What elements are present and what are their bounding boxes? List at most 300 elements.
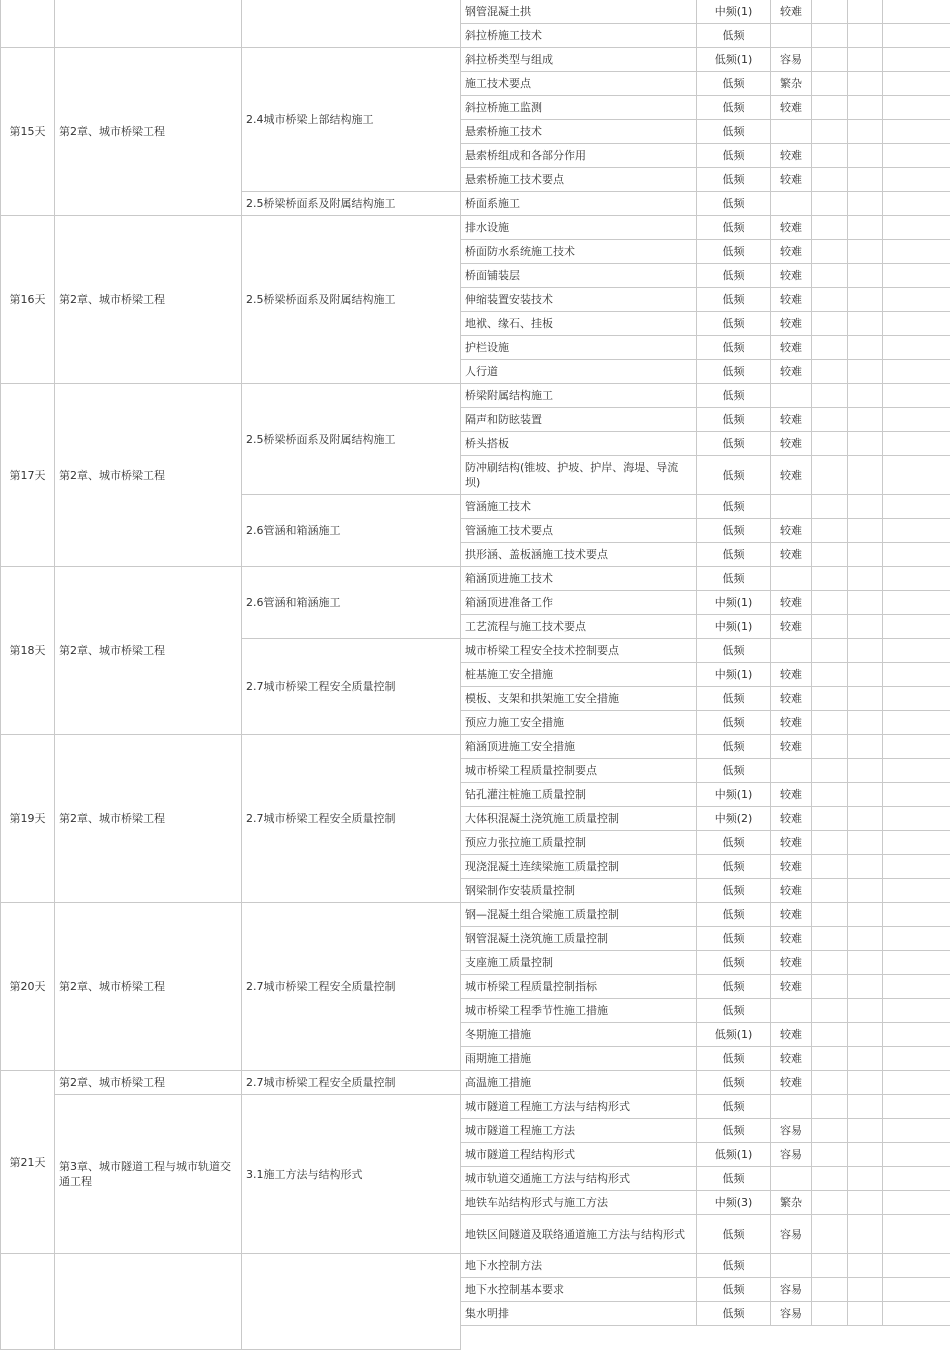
checkbox-cell <box>812 759 848 783</box>
frequency-cell: 低频(1) <box>697 1143 771 1167</box>
checkbox-cell <box>812 384 848 408</box>
chapter-cell <box>55 1254 242 1350</box>
frequency-cell: 低频 <box>697 1302 771 1326</box>
frequency-cell: 低频 <box>697 72 771 96</box>
frequency-cell: 低频 <box>697 855 771 879</box>
topic-cell: 桥面系施工 <box>461 192 697 216</box>
frequency-cell: 低频 <box>697 687 771 711</box>
difficulty-cell: 较难 <box>771 336 812 360</box>
chapter-cell <box>55 0 242 48</box>
table-row <box>1 1254 950 1278</box>
checkbox-cell <box>812 72 848 96</box>
checkbox-cell <box>848 432 883 456</box>
difficulty-cell: 较难 <box>771 831 812 855</box>
notes-cell <box>883 456 950 495</box>
checkbox-cell <box>848 192 883 216</box>
difficulty-cell: 较难 <box>771 240 812 264</box>
notes-cell <box>883 495 950 519</box>
difficulty-cell: 较难 <box>771 0 812 24</box>
notes-cell <box>883 168 950 192</box>
topic-cell: 地袱、缘石、挂板 <box>461 312 697 336</box>
topic-cell: 悬索桥施工技术要点 <box>461 168 697 192</box>
topic-cell: 城市桥梁工程季节性施工措施 <box>461 999 697 1023</box>
topic-cell: 桥头搭板 <box>461 432 697 456</box>
checkbox-cell <box>848 144 883 168</box>
difficulty-cell: 较难 <box>771 903 812 927</box>
day-cell <box>1 1254 55 1350</box>
frequency-cell: 低频 <box>697 999 771 1023</box>
topic-cell: 箱涵顶进准备工作 <box>461 591 697 615</box>
difficulty-cell: 较难 <box>771 855 812 879</box>
checkbox-cell <box>812 783 848 807</box>
difficulty-cell: 较难 <box>771 288 812 312</box>
notes-cell <box>883 1215 950 1254</box>
topic-cell: 地下水控制方法 <box>461 1254 697 1278</box>
difficulty-cell: 容易 <box>771 1119 812 1143</box>
difficulty-cell <box>771 1254 812 1278</box>
topic-cell: 高温施工措施 <box>461 1071 697 1095</box>
frequency-cell: 低频 <box>697 432 771 456</box>
topic-cell: 城市隧道工程施工方法 <box>461 1119 697 1143</box>
notes-cell <box>883 783 950 807</box>
day-cell: 第16天 <box>1 216 55 384</box>
difficulty-cell: 容易 <box>771 1215 812 1254</box>
checkbox-cell <box>848 1278 883 1302</box>
notes-cell <box>883 264 950 288</box>
checkbox-cell <box>812 951 848 975</box>
table-row <box>1 1071 950 1095</box>
checkbox-cell <box>848 384 883 408</box>
difficulty-cell: 较难 <box>771 975 812 999</box>
difficulty-cell: 较难 <box>771 735 812 759</box>
checkbox-cell <box>848 639 883 663</box>
topic-cell: 斜拉桥类型与组成 <box>461 48 697 72</box>
notes-cell <box>883 1023 950 1047</box>
table-row <box>1 903 950 927</box>
notes-cell <box>883 663 950 687</box>
difficulty-cell <box>771 24 812 48</box>
checkbox-cell <box>812 216 848 240</box>
checkbox-cell <box>848 456 883 495</box>
checkbox-cell <box>848 24 883 48</box>
difficulty-cell: 较难 <box>771 264 812 288</box>
checkbox-cell <box>812 1254 848 1278</box>
notes-cell <box>883 240 950 264</box>
notes-cell <box>883 384 950 408</box>
frequency-cell: 低频 <box>697 192 771 216</box>
checkbox-cell <box>812 96 848 120</box>
difficulty-cell <box>771 639 812 663</box>
topic-cell: 地铁区间隧道及联络通道施工方法与结构形式 <box>461 1215 697 1254</box>
checkbox-cell <box>848 168 883 192</box>
topic-cell: 钢管混凝土拱 <box>461 0 697 24</box>
topic-cell: 管涵施工技术 <box>461 495 697 519</box>
difficulty-cell <box>771 120 812 144</box>
difficulty-cell: 较难 <box>771 360 812 384</box>
chapter-cell: 第2章、城市桥梁工程 <box>55 216 242 384</box>
checkbox-cell <box>812 999 848 1023</box>
difficulty-cell: 较难 <box>771 432 812 456</box>
notes-cell <box>883 1278 950 1302</box>
difficulty-cell: 较难 <box>771 687 812 711</box>
checkbox-cell <box>848 288 883 312</box>
section-cell: 2.4城市桥梁上部结构施工 <box>242 48 461 192</box>
checkbox-cell <box>812 879 848 903</box>
topic-cell: 排水设施 <box>461 216 697 240</box>
difficulty-cell: 较难 <box>771 543 812 567</box>
checkbox-cell <box>848 264 883 288</box>
checkbox-cell <box>812 807 848 831</box>
topic-cell: 城市桥梁工程质量控制要点 <box>461 759 697 783</box>
frequency-cell: 低频 <box>697 24 771 48</box>
topic-cell: 施工技术要点 <box>461 72 697 96</box>
section-cell: 2.7城市桥梁工程安全质量控制 <box>242 1071 461 1095</box>
topic-cell: 斜拉桥施工技术 <box>461 24 697 48</box>
checkbox-cell <box>812 1191 848 1215</box>
checkbox-cell <box>812 432 848 456</box>
checkbox-cell <box>848 831 883 855</box>
checkbox-cell <box>848 360 883 384</box>
checkbox-cell <box>812 519 848 543</box>
topic-cell: 防冲刷结构(锥坡、护坡、护岸、海堤、导流坝) <box>461 456 697 495</box>
checkbox-cell <box>812 975 848 999</box>
frequency-cell: 低频 <box>697 264 771 288</box>
checkbox-cell <box>812 1215 848 1254</box>
frequency-cell: 低频 <box>697 519 771 543</box>
frequency-cell: 低频 <box>697 240 771 264</box>
day-cell: 第15天 <box>1 48 55 216</box>
notes-cell <box>883 639 950 663</box>
difficulty-cell: 繁杂 <box>771 72 812 96</box>
frequency-cell: 低频 <box>697 1167 771 1191</box>
table-row <box>1 0 950 24</box>
section-cell: 2.6管涵和箱涵施工 <box>242 495 461 567</box>
checkbox-cell <box>812 0 848 24</box>
checkbox-cell <box>812 855 848 879</box>
topic-cell: 冬期施工措施 <box>461 1023 697 1047</box>
checkbox-cell <box>812 336 848 360</box>
section-cell: 2.7城市桥梁工程安全质量控制 <box>242 735 461 903</box>
day-cell: 第20天 <box>1 903 55 1071</box>
notes-cell <box>883 591 950 615</box>
frequency-cell: 低频 <box>697 1215 771 1254</box>
frequency-cell: 低频 <box>697 1254 771 1278</box>
checkbox-cell <box>812 1047 848 1071</box>
frequency-cell: 低频 <box>697 360 771 384</box>
frequency-cell: 中频(2) <box>697 807 771 831</box>
checkbox-cell <box>812 456 848 495</box>
notes-cell <box>883 72 950 96</box>
checkbox-cell <box>812 1167 848 1191</box>
frequency-cell: 低频 <box>697 1119 771 1143</box>
day-cell: 第21天 <box>1 1071 55 1254</box>
checkbox-cell <box>812 1071 848 1095</box>
topic-cell: 钢梁制作安装质量控制 <box>461 879 697 903</box>
difficulty-cell: 较难 <box>771 408 812 432</box>
notes-cell <box>883 1095 950 1119</box>
topic-cell: 现浇混凝土连续梁施工质量控制 <box>461 855 697 879</box>
topic-cell: 悬索桥施工技术 <box>461 120 697 144</box>
checkbox-cell <box>812 48 848 72</box>
checkbox-cell <box>848 879 883 903</box>
notes-cell <box>883 879 950 903</box>
checkbox-cell <box>812 687 848 711</box>
frequency-cell: 低频(1) <box>697 48 771 72</box>
notes-cell <box>883 759 950 783</box>
topic-cell: 城市隧道工程结构形式 <box>461 1143 697 1167</box>
checkbox-cell <box>812 735 848 759</box>
checkbox-cell <box>848 1254 883 1278</box>
checkbox-cell <box>848 1119 883 1143</box>
difficulty-cell: 较难 <box>771 951 812 975</box>
notes-cell <box>883 999 950 1023</box>
notes-cell <box>883 144 950 168</box>
frequency-cell: 低频 <box>697 831 771 855</box>
topic-cell: 伸缩装置安装技术 <box>461 288 697 312</box>
topic-cell: 支座施工质量控制 <box>461 951 697 975</box>
difficulty-cell: 较难 <box>771 783 812 807</box>
day-cell: 第19天 <box>1 735 55 903</box>
frequency-cell: 中频(1) <box>697 783 771 807</box>
chapter-cell: 第2章、城市桥梁工程 <box>55 48 242 216</box>
checkbox-cell <box>848 1023 883 1047</box>
checkbox-cell <box>848 687 883 711</box>
notes-cell <box>883 927 950 951</box>
topic-cell: 钻孔灌注桩施工质量控制 <box>461 783 697 807</box>
notes-cell <box>883 1143 950 1167</box>
checkbox-cell <box>812 495 848 519</box>
difficulty-cell <box>771 1167 812 1191</box>
frequency-cell: 低频 <box>697 903 771 927</box>
chapter-cell: 第3章、城市隧道工程与城市轨道交通工程 <box>55 1095 242 1254</box>
topic-cell: 钢—混凝土组合梁施工质量控制 <box>461 903 697 927</box>
frequency-cell: 中频(1) <box>697 663 771 687</box>
checkbox-cell <box>812 567 848 591</box>
checkbox-cell <box>812 711 848 735</box>
checkbox-cell <box>848 48 883 72</box>
notes-cell <box>883 1167 950 1191</box>
frequency-cell: 低频 <box>697 543 771 567</box>
difficulty-cell <box>771 192 812 216</box>
section-cell <box>242 1254 461 1350</box>
notes-cell <box>883 903 950 927</box>
topic-cell: 桩基施工安全措施 <box>461 663 697 687</box>
difficulty-cell: 容易 <box>771 1278 812 1302</box>
frequency-cell: 低频 <box>697 384 771 408</box>
notes-cell <box>883 288 950 312</box>
checkbox-cell <box>848 336 883 360</box>
table-row <box>1 1095 950 1119</box>
notes-cell <box>883 120 950 144</box>
section-cell: 2.7城市桥梁工程安全质量控制 <box>242 903 461 1071</box>
frequency-cell: 低频 <box>697 144 771 168</box>
notes-cell <box>883 735 950 759</box>
frequency-cell: 低频 <box>697 495 771 519</box>
checkbox-cell <box>848 807 883 831</box>
topic-cell: 城市轨道交通施工方法与结构形式 <box>461 1167 697 1191</box>
checkbox-cell <box>848 783 883 807</box>
frequency-cell: 低频 <box>697 336 771 360</box>
topic-cell: 悬索桥组成和各部分作用 <box>461 144 697 168</box>
table-row <box>1 384 950 408</box>
checkbox-cell <box>812 192 848 216</box>
checkbox-cell <box>812 144 848 168</box>
checkbox-cell <box>812 1302 848 1326</box>
frequency-cell: 低频 <box>697 96 771 120</box>
checkbox-cell <box>812 591 848 615</box>
checkbox-cell <box>848 519 883 543</box>
checkbox-cell <box>848 312 883 336</box>
difficulty-cell: 容易 <box>771 1143 812 1167</box>
notes-cell <box>883 831 950 855</box>
checkbox-cell <box>812 927 848 951</box>
difficulty-cell: 繁杂 <box>771 1191 812 1215</box>
checkbox-cell <box>812 1095 848 1119</box>
checkbox-cell <box>812 312 848 336</box>
frequency-cell: 中频(1) <box>697 591 771 615</box>
frequency-cell: 中频(1) <box>697 615 771 639</box>
difficulty-cell: 较难 <box>771 519 812 543</box>
section-cell: 2.5桥梁桥面系及附属结构施工 <box>242 192 461 216</box>
difficulty-cell <box>771 999 812 1023</box>
topic-cell: 管涵施工技术要点 <box>461 519 697 543</box>
checkbox-cell <box>812 903 848 927</box>
topic-cell: 箱涵顶进施工安全措施 <box>461 735 697 759</box>
notes-cell <box>883 567 950 591</box>
checkbox-cell <box>848 72 883 96</box>
checkbox-cell <box>848 735 883 759</box>
topic-cell: 大体积混凝土浇筑施工质量控制 <box>461 807 697 831</box>
day-cell: 第18天 <box>1 567 55 735</box>
checkbox-cell <box>848 975 883 999</box>
frequency-cell: 低频 <box>697 408 771 432</box>
notes-cell <box>883 96 950 120</box>
topic-cell: 桥梁附属结构施工 <box>461 384 697 408</box>
notes-cell <box>883 360 950 384</box>
checkbox-cell <box>848 1191 883 1215</box>
checkbox-cell <box>812 1278 848 1302</box>
frequency-cell: 低频 <box>697 927 771 951</box>
difficulty-cell: 较难 <box>771 456 812 495</box>
notes-cell <box>883 432 950 456</box>
notes-cell <box>883 711 950 735</box>
notes-cell <box>883 408 950 432</box>
topic-cell: 预应力张拉施工质量控制 <box>461 831 697 855</box>
difficulty-cell: 较难 <box>771 711 812 735</box>
checkbox-cell <box>848 591 883 615</box>
topic-cell: 预应力施工安全措施 <box>461 711 697 735</box>
notes-cell <box>883 807 950 831</box>
checkbox-cell <box>848 951 883 975</box>
difficulty-cell: 较难 <box>771 312 812 336</box>
section-cell: 2.6管涵和箱涵施工 <box>242 567 461 639</box>
difficulty-cell: 较难 <box>771 927 812 951</box>
topic-cell: 箱涵顶进施工技术 <box>461 567 697 591</box>
difficulty-cell: 较难 <box>771 216 812 240</box>
difficulty-cell: 容易 <box>771 48 812 72</box>
difficulty-cell: 较难 <box>771 144 812 168</box>
frequency-cell: 低频 <box>697 639 771 663</box>
frequency-cell: 低频 <box>697 975 771 999</box>
notes-cell <box>883 216 950 240</box>
frequency-cell: 低频 <box>697 120 771 144</box>
checkbox-cell <box>848 927 883 951</box>
notes-cell <box>883 336 950 360</box>
difficulty-cell: 较难 <box>771 168 812 192</box>
checkbox-cell <box>812 1119 848 1143</box>
frequency-cell: 低频 <box>697 951 771 975</box>
checkbox-cell <box>848 1047 883 1071</box>
checkbox-cell <box>812 240 848 264</box>
notes-cell <box>883 951 950 975</box>
frequency-cell: 低频 <box>697 567 771 591</box>
topic-cell: 城市隧道工程施工方法与结构形式 <box>461 1095 697 1119</box>
checkbox-cell <box>848 1071 883 1095</box>
difficulty-cell <box>771 1095 812 1119</box>
notes-cell <box>883 855 950 879</box>
notes-cell <box>883 192 950 216</box>
frequency-cell: 低频 <box>697 1278 771 1302</box>
notes-cell <box>883 975 950 999</box>
chapter-cell: 第2章、城市桥梁工程 <box>55 903 242 1071</box>
checkbox-cell <box>812 663 848 687</box>
frequency-cell: 低频 <box>697 216 771 240</box>
table-row <box>1 735 950 759</box>
section-cell: 3.1施工方法与结构形式 <box>242 1095 461 1254</box>
checkbox-cell <box>848 96 883 120</box>
checkbox-cell <box>848 855 883 879</box>
section-cell: 2.7城市桥梁工程安全质量控制 <box>242 639 461 735</box>
checkbox-cell <box>812 1023 848 1047</box>
notes-cell <box>883 1047 950 1071</box>
checkbox-cell <box>812 408 848 432</box>
notes-cell <box>883 1254 950 1278</box>
day-cell: 第17天 <box>1 384 55 567</box>
difficulty-cell: 较难 <box>771 96 812 120</box>
frequency-cell: 低频 <box>697 735 771 759</box>
checkbox-cell <box>812 24 848 48</box>
checkbox-cell <box>812 831 848 855</box>
difficulty-cell <box>771 759 812 783</box>
topic-cell: 桥面防水系统施工技术 <box>461 240 697 264</box>
checkbox-cell <box>848 903 883 927</box>
checkbox-cell <box>848 663 883 687</box>
frequency-cell: 中频(3) <box>697 1191 771 1215</box>
difficulty-cell <box>771 384 812 408</box>
frequency-cell: 低频(1) <box>697 1023 771 1047</box>
difficulty-cell: 较难 <box>771 1023 812 1047</box>
difficulty-cell: 较难 <box>771 1071 812 1095</box>
checkbox-cell <box>812 615 848 639</box>
checkbox-cell <box>812 543 848 567</box>
notes-cell <box>883 48 950 72</box>
section-cell <box>242 0 461 48</box>
frequency-cell: 中频(1) <box>697 0 771 24</box>
day-cell <box>1 0 55 48</box>
checkbox-cell <box>848 408 883 432</box>
difficulty-cell: 较难 <box>771 879 812 903</box>
checkbox-cell <box>848 615 883 639</box>
chapter-cell: 第2章、城市桥梁工程 <box>55 567 242 735</box>
topic-cell: 隔声和防眩装置 <box>461 408 697 432</box>
notes-cell <box>883 687 950 711</box>
difficulty-cell <box>771 495 812 519</box>
checkbox-cell <box>848 711 883 735</box>
topic-cell: 桥面铺装层 <box>461 264 697 288</box>
frequency-cell: 低频 <box>697 759 771 783</box>
topic-cell: 集水明排 <box>461 1302 697 1326</box>
difficulty-cell: 较难 <box>771 615 812 639</box>
